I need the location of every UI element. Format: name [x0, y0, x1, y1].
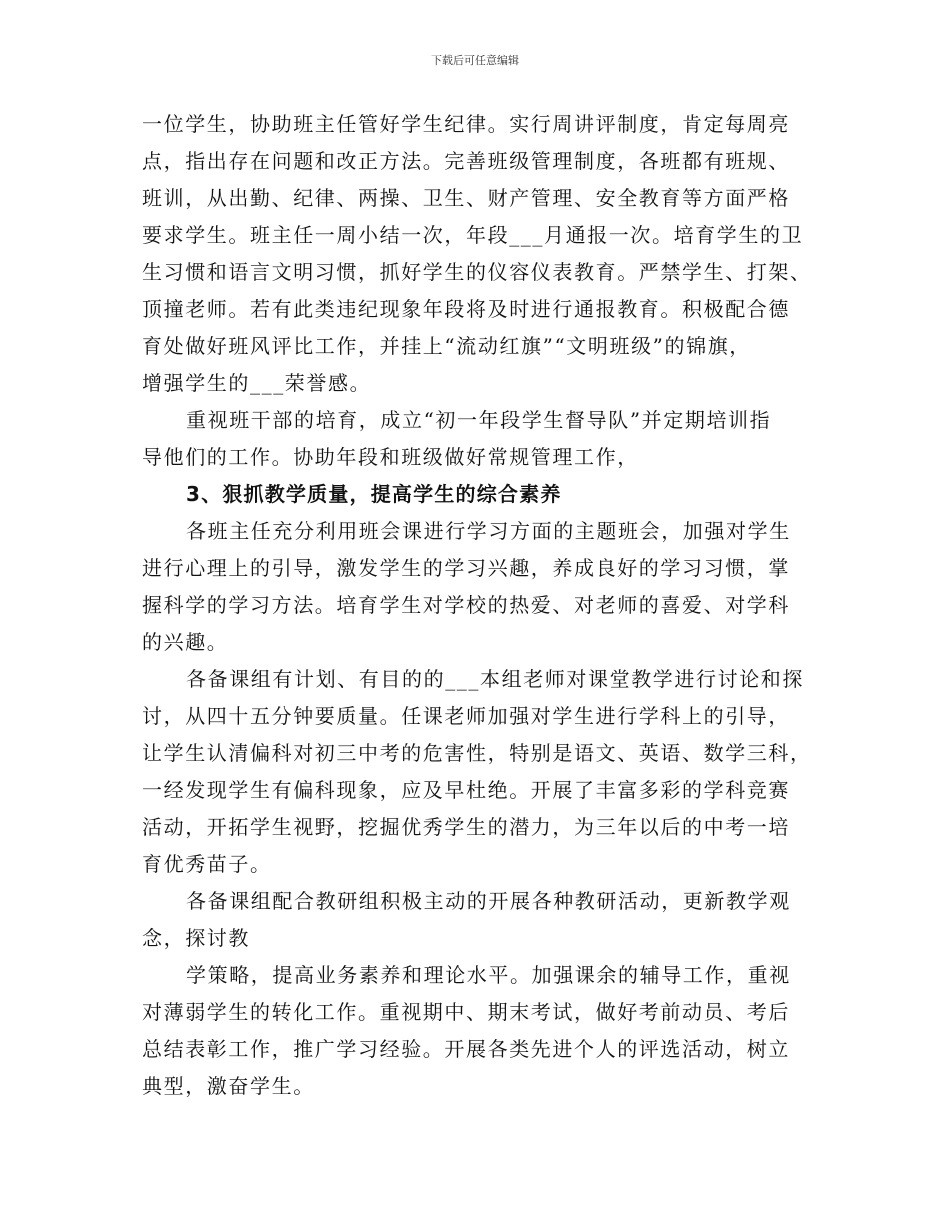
text-line: 活动，开拓学生视野，挖掘优秀学生的潜力，为三年以后的中考一培: [142, 815, 790, 839]
text-line: 一位学生，协助班主任管好学生纪律。实行周讲评制度，肯定每周亮: [142, 112, 790, 136]
section-heading: 3、狠抓教学质量，提高学生的综合素养: [186, 482, 562, 506]
text-line: 各班主任充分利用班会课进行学习方面的主题班会，加强对学生: [186, 519, 791, 543]
text-line: 讨，从四十五分钟要质量。任课老师加强对学生进行学科上的引导，: [142, 704, 790, 728]
document-body: [142, 106, 822, 1105]
text-line: 念，探讨教: [142, 926, 250, 950]
text-line: 让学生认清偏科对初三中考的危害性，特别是语文、英语、数学三科，: [142, 741, 812, 765]
text-line: 顶撞老师。若有此类违纪现象年段将及时进行通报教育。积极配合德: [142, 297, 790, 321]
text-line: 握科学的学习方法。培育学生对学校的热爱、对老师的喜爱、对学科: [142, 593, 790, 617]
text-line: 要求学生。班主任一周小结一次，年段___月通报一次。培育学生的卫: [142, 223, 804, 247]
text-line: 总结表彰工作，推广学习经验。开展各类先进个人的评选活动，树立: [142, 1037, 790, 1061]
text-line: 典型，激奋学生。: [142, 1074, 315, 1098]
text-line: 学策略，提高业务素养和理论水平。加强课余的辅导工作，重视: [186, 963, 791, 987]
page-header: 下载后可任意编辑: [431, 54, 519, 67]
text-line: 生习惯和语言文明习惯，抓好学生的仪容仪表教育。严禁学生、打架、: [142, 260, 812, 284]
text-line: 各备课组配合教研组积极主动的开展各种教研活动，更新教学观: [186, 889, 791, 913]
text-line: 点，指出存在问题和改正方法。完善班级管理制度，各班都有班规、: [142, 149, 790, 173]
text-line: 重视班干部的培育，成立“初一年段学生督导队”并定期培训指: [186, 408, 772, 432]
text-line: 对薄弱学生的转化工作。重视期中、期末考试，做好考前动员、考后: [142, 1000, 790, 1024]
text-line: 班训，从出勤、纪律、两操、卫生、财产管理、安全教育等方面严格: [142, 186, 790, 210]
text-line: 增强学生的___荣誉感。: [142, 371, 372, 395]
text-line: 导他们的工作。协助年段和班级做好常规管理工作，: [142, 445, 639, 469]
text-line: 一经发现学生有偏科现象，应及早杜绝。开展了丰富多彩的学科竞赛: [142, 778, 790, 802]
text-line: 进行心理上的引导，激发学生的学习兴趣，养成良好的学习习惯，掌: [142, 556, 790, 580]
text-line: 育处做好班风评比工作，并挂上“流动红旗”“文明班级”的锦旗，: [142, 334, 751, 358]
text-line: 的兴趣。: [142, 630, 229, 654]
text-line: 育优秀苗子。: [142, 852, 272, 876]
text-line: 各备课组有计划、有目的的___本组老师对课堂教学进行讨论和探: [186, 667, 804, 691]
